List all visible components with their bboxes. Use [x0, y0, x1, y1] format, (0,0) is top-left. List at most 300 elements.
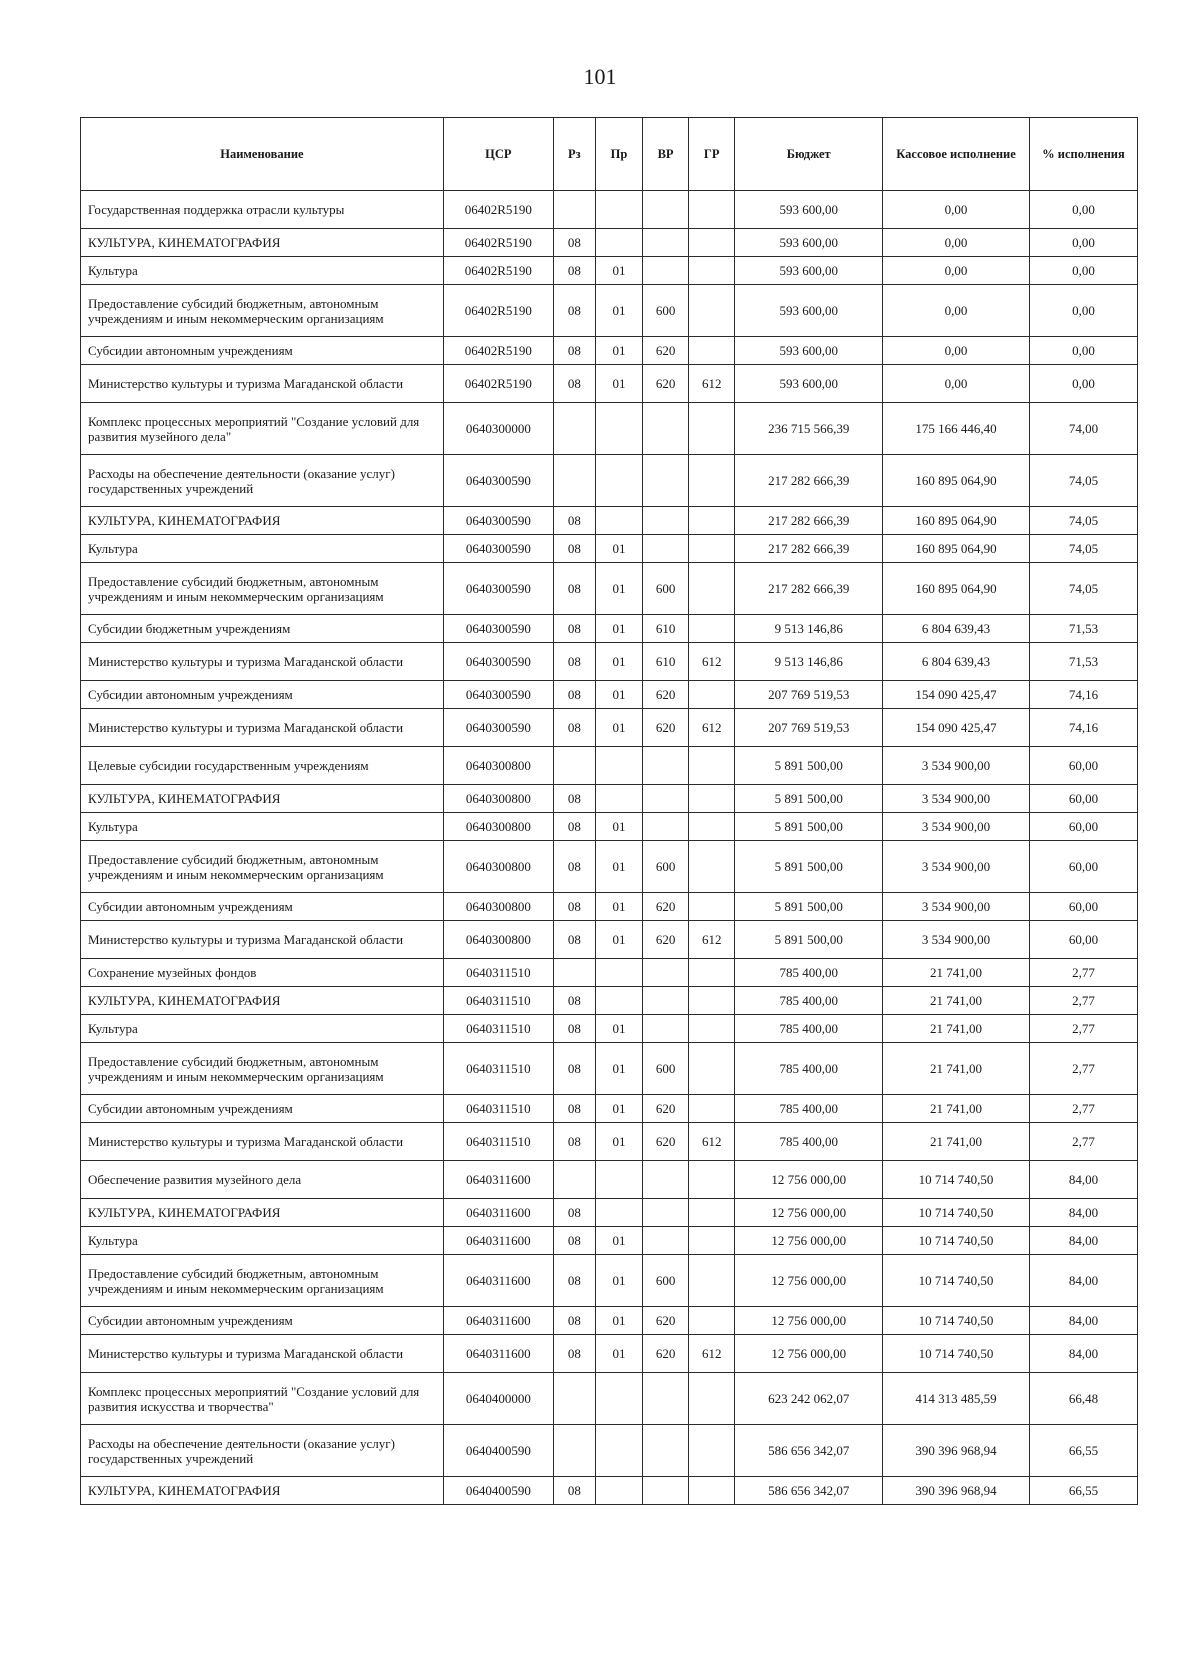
cell-cash-execution: 160 895 064,90 — [883, 535, 1030, 563]
cell-budget: 5 891 500,00 — [735, 785, 883, 813]
cell-vr — [643, 257, 689, 285]
cell-percent: 2,77 — [1029, 987, 1137, 1015]
cell-budget: 593 600,00 — [735, 229, 883, 257]
table-row — [81, 257, 1138, 285]
cell-pr — [595, 959, 642, 987]
cell-csr: 06402R5190 — [443, 365, 553, 403]
cell-vr — [643, 191, 689, 229]
table-row — [81, 643, 1138, 681]
cell-pr: 01 — [595, 709, 642, 747]
cell-name: Культура — [81, 257, 444, 285]
cell-csr: 0640311510 — [443, 1015, 553, 1043]
cell-vr: 610 — [643, 643, 689, 681]
table-row — [81, 455, 1138, 507]
cell-csr: 0640300800 — [443, 785, 553, 813]
cell-name: Субсидии автономным учреждениям — [81, 681, 444, 709]
cell-name: Культура — [81, 535, 444, 563]
cell-name: КУЛЬТУРА, КИНЕМАТОГРАФИЯ — [81, 229, 444, 257]
cell-rz — [553, 455, 595, 507]
cell-pr — [595, 1425, 642, 1477]
cell-name: КУЛЬТУРА, КИНЕМАТОГРАФИЯ — [81, 987, 444, 1015]
table-row — [81, 1199, 1138, 1227]
cell-percent: 74,16 — [1029, 681, 1137, 709]
cell-name: КУЛЬТУРА, КИНЕМАТОГРАФИЯ — [81, 1477, 444, 1505]
cell-vr: 620 — [643, 1335, 689, 1373]
cell-pr — [595, 747, 642, 785]
cell-name: Сохранение музейных фондов — [81, 959, 444, 987]
cell-gr — [689, 507, 735, 535]
cell-rz: 08 — [553, 709, 595, 747]
cell-pr: 01 — [595, 1123, 642, 1161]
col-vr-header: ВР — [643, 118, 689, 191]
cell-percent: 74,05 — [1029, 563, 1137, 615]
cell-name: Комплекс процессных мероприятий "Создание условий для развития музейного дела" — [81, 403, 444, 455]
table-row — [81, 893, 1138, 921]
cell-budget: 12 756 000,00 — [735, 1335, 883, 1373]
table-row — [81, 785, 1138, 813]
cell-vr — [643, 229, 689, 257]
cell-percent: 0,00 — [1029, 229, 1137, 257]
cell-name: Расходы на обеспечение деятельности (оказание услуг) государственных учреждений — [81, 455, 444, 507]
cell-percent: 60,00 — [1029, 785, 1137, 813]
cell-vr: 620 — [643, 709, 689, 747]
cell-csr: 0640400000 — [443, 1373, 553, 1425]
cell-vr — [643, 1373, 689, 1425]
cell-csr: 0640400590 — [443, 1477, 553, 1505]
cell-percent: 2,77 — [1029, 1123, 1137, 1161]
cell-gr — [689, 1477, 735, 1505]
cell-gr — [689, 813, 735, 841]
cell-cash-execution: 3 534 900,00 — [883, 893, 1030, 921]
table-row — [81, 1227, 1138, 1255]
col-name-header: Наименование — [81, 118, 444, 191]
cell-budget: 12 756 000,00 — [735, 1199, 883, 1227]
cell-rz — [553, 747, 595, 785]
cell-rz: 08 — [553, 813, 595, 841]
cell-name: Министерство культуры и туризма Магаданской области — [81, 1335, 444, 1373]
cell-pr: 01 — [595, 365, 642, 403]
cell-budget: 12 756 000,00 — [735, 1255, 883, 1307]
cell-gr — [689, 1227, 735, 1255]
cell-gr: 612 — [689, 365, 735, 403]
cell-cash-execution: 0,00 — [883, 257, 1030, 285]
cell-percent: 74,16 — [1029, 709, 1137, 747]
cell-rz: 08 — [553, 285, 595, 337]
table-row — [81, 1425, 1138, 1477]
cell-gr — [689, 191, 735, 229]
cell-cash-execution: 21 741,00 — [883, 987, 1030, 1015]
cell-rz: 08 — [553, 1043, 595, 1095]
cell-cash-execution: 0,00 — [883, 285, 1030, 337]
cell-vr — [643, 455, 689, 507]
cell-gr — [689, 535, 735, 563]
cell-cash-execution: 160 895 064,90 — [883, 563, 1030, 615]
cell-gr — [689, 1307, 735, 1335]
table-row — [81, 681, 1138, 709]
cell-budget: 236 715 566,39 — [735, 403, 883, 455]
cell-vr: 620 — [643, 921, 689, 959]
cell-cash-execution: 21 741,00 — [883, 1095, 1030, 1123]
cell-name: Субсидии автономным учреждениям — [81, 893, 444, 921]
cell-vr: 600 — [643, 1043, 689, 1095]
cell-pr: 01 — [595, 1043, 642, 1095]
cell-budget: 785 400,00 — [735, 1015, 883, 1043]
table-row — [81, 1255, 1138, 1307]
cell-pr — [595, 229, 642, 257]
cell-percent: 84,00 — [1029, 1335, 1137, 1373]
cell-cash-execution: 154 090 425,47 — [883, 709, 1030, 747]
cell-csr: 0640300590 — [443, 507, 553, 535]
cell-budget: 12 756 000,00 — [735, 1227, 883, 1255]
cell-name: Комплекс процессных мероприятий "Создание условий для развития искусства и творчества" — [81, 1373, 444, 1425]
cell-percent: 66,48 — [1029, 1373, 1137, 1425]
table-row — [81, 813, 1138, 841]
cell-name: Целевые субсидии государственным учреждениям — [81, 747, 444, 785]
cell-cash-execution: 21 741,00 — [883, 1043, 1030, 1095]
cell-gr — [689, 681, 735, 709]
cell-name: Субсидии автономным учреждениям — [81, 337, 444, 365]
cell-percent: 66,55 — [1029, 1477, 1137, 1505]
cell-budget: 9 513 146,86 — [735, 643, 883, 681]
table-row — [81, 1161, 1138, 1199]
cell-pr: 01 — [595, 921, 642, 959]
table-row — [81, 1095, 1138, 1123]
table-body — [81, 191, 1138, 1505]
cell-budget: 217 282 666,39 — [735, 507, 883, 535]
cell-pr — [595, 455, 642, 507]
cell-budget: 5 891 500,00 — [735, 813, 883, 841]
cell-gr — [689, 229, 735, 257]
cell-vr — [643, 403, 689, 455]
cell-name: Предоставление субсидий бюджетным, автономным учреждениям и иным некоммерческим организациям — [81, 841, 444, 893]
cell-percent: 84,00 — [1029, 1227, 1137, 1255]
cell-gr — [689, 615, 735, 643]
cell-csr: 0640300800 — [443, 747, 553, 785]
cell-csr: 0640300800 — [443, 893, 553, 921]
cell-rz: 08 — [553, 921, 595, 959]
col-budget-header: Бюджет — [735, 118, 883, 191]
cell-rz: 08 — [553, 643, 595, 681]
table-row — [81, 563, 1138, 615]
cell-rz: 08 — [553, 681, 595, 709]
cell-cash-execution: 6 804 639,43 — [883, 643, 1030, 681]
cell-name: Министерство культуры и туризма Магаданской области — [81, 709, 444, 747]
cell-budget: 5 891 500,00 — [735, 921, 883, 959]
cell-pr — [595, 1161, 642, 1199]
table-row — [81, 1373, 1138, 1425]
cell-name: Культура — [81, 1227, 444, 1255]
cell-rz: 08 — [553, 365, 595, 403]
cell-budget: 593 600,00 — [735, 337, 883, 365]
cell-pr — [595, 987, 642, 1015]
cell-cash-execution: 390 396 968,94 — [883, 1477, 1030, 1505]
cell-budget: 217 282 666,39 — [735, 455, 883, 507]
cell-vr: 620 — [643, 337, 689, 365]
cell-pr — [595, 403, 642, 455]
cell-vr: 600 — [643, 1255, 689, 1307]
cell-csr: 06402R5190 — [443, 229, 553, 257]
cell-budget: 785 400,00 — [735, 1123, 883, 1161]
cell-gr — [689, 337, 735, 365]
col-gr-header: ГР — [689, 118, 735, 191]
cell-percent: 60,00 — [1029, 813, 1137, 841]
table-row — [81, 987, 1138, 1015]
cell-cash-execution: 0,00 — [883, 229, 1030, 257]
cell-vr: 620 — [643, 1307, 689, 1335]
cell-percent: 66,55 — [1029, 1425, 1137, 1477]
cell-vr: 620 — [643, 1123, 689, 1161]
cell-budget: 785 400,00 — [735, 987, 883, 1015]
cell-pr: 01 — [595, 893, 642, 921]
cell-percent: 2,77 — [1029, 959, 1137, 987]
cell-percent: 60,00 — [1029, 841, 1137, 893]
cell-csr: 06402R5190 — [443, 337, 553, 365]
cell-budget: 5 891 500,00 — [735, 893, 883, 921]
table-row — [81, 921, 1138, 959]
cell-gr: 612 — [689, 921, 735, 959]
table-row — [81, 403, 1138, 455]
cell-vr — [643, 507, 689, 535]
cell-name: Министерство культуры и туризма Магаданской области — [81, 365, 444, 403]
cell-gr — [689, 893, 735, 921]
cell-csr: 0640311510 — [443, 959, 553, 987]
cell-rz: 08 — [553, 1477, 595, 1505]
cell-cash-execution: 0,00 — [883, 191, 1030, 229]
cell-pr — [595, 1373, 642, 1425]
cell-cash-execution: 10 714 740,50 — [883, 1161, 1030, 1199]
cell-pr: 01 — [595, 1095, 642, 1123]
table-row — [81, 1015, 1138, 1043]
cell-rz — [553, 1161, 595, 1199]
table-row — [81, 1043, 1138, 1095]
cell-vr — [643, 813, 689, 841]
cell-csr: 06402R5190 — [443, 257, 553, 285]
cell-csr: 0640311600 — [443, 1307, 553, 1335]
cell-pr: 01 — [595, 563, 642, 615]
cell-rz: 08 — [553, 507, 595, 535]
page-number: 101 — [583, 64, 617, 89]
cell-budget: 12 756 000,00 — [735, 1161, 883, 1199]
cell-budget: 785 400,00 — [735, 1043, 883, 1095]
cell-rz: 08 — [553, 257, 595, 285]
cell-percent: 0,00 — [1029, 285, 1137, 337]
cell-rz: 08 — [553, 229, 595, 257]
cell-pr: 01 — [595, 615, 642, 643]
cell-rz — [553, 1425, 595, 1477]
col-pr-header: Пр — [595, 118, 642, 191]
cell-rz: 08 — [553, 615, 595, 643]
cell-budget: 623 242 062,07 — [735, 1373, 883, 1425]
cell-gr — [689, 257, 735, 285]
cell-name: Расходы на обеспечение деятельности (оказание услуг) государственных учреждений — [81, 1425, 444, 1477]
cell-csr: 0640300800 — [443, 921, 553, 959]
cell-percent: 0,00 — [1029, 365, 1137, 403]
header-row — [81, 118, 1138, 191]
cell-cash-execution: 3 534 900,00 — [883, 785, 1030, 813]
cell-percent: 2,77 — [1029, 1095, 1137, 1123]
cell-cash-execution: 6 804 639,43 — [883, 615, 1030, 643]
cell-cash-execution: 0,00 — [883, 337, 1030, 365]
cell-percent: 0,00 — [1029, 337, 1137, 365]
cell-rz — [553, 191, 595, 229]
cell-budget: 785 400,00 — [735, 1095, 883, 1123]
cell-pr — [595, 1199, 642, 1227]
cell-percent: 0,00 — [1029, 191, 1137, 229]
cell-vr — [643, 1199, 689, 1227]
cell-budget: 5 891 500,00 — [735, 747, 883, 785]
cell-vr — [643, 959, 689, 987]
cell-csr: 0640300590 — [443, 643, 553, 681]
cell-csr: 0640300590 — [443, 455, 553, 507]
cell-pr: 01 — [595, 1227, 642, 1255]
cell-rz: 08 — [553, 1307, 595, 1335]
cell-gr: 612 — [689, 643, 735, 681]
cell-gr — [689, 747, 735, 785]
cell-percent: 74,05 — [1029, 507, 1137, 535]
cell-csr: 0640311510 — [443, 1095, 553, 1123]
cell-csr: 0640400590 — [443, 1425, 553, 1477]
cell-csr: 0640311600 — [443, 1199, 553, 1227]
cell-pr: 01 — [595, 337, 642, 365]
cell-pr: 01 — [595, 1015, 642, 1043]
cell-csr: 0640311510 — [443, 1123, 553, 1161]
cell-rz: 08 — [553, 1227, 595, 1255]
cell-cash-execution: 21 741,00 — [883, 1015, 1030, 1043]
cell-gr — [689, 285, 735, 337]
cell-name: Министерство культуры и туризма Магаданской области — [81, 1123, 444, 1161]
cell-gr — [689, 987, 735, 1015]
cell-name: Обеспечение развития музейного дела — [81, 1161, 444, 1199]
col-cash-execution-header: Кассовое исполнение — [883, 118, 1030, 191]
cell-percent: 74,00 — [1029, 403, 1137, 455]
cell-csr: 0640300800 — [443, 813, 553, 841]
table-row — [81, 709, 1138, 747]
cell-name: Предоставление субсидий бюджетным, автономным учреждениям и иным некоммерческим организациям — [81, 563, 444, 615]
cell-percent: 84,00 — [1029, 1199, 1137, 1227]
cell-budget: 586 656 342,07 — [735, 1425, 883, 1477]
cell-rz — [553, 959, 595, 987]
cell-rz: 08 — [553, 1335, 595, 1373]
cell-percent: 84,00 — [1029, 1255, 1137, 1307]
cell-budget: 217 282 666,39 — [735, 535, 883, 563]
cell-rz: 08 — [553, 535, 595, 563]
cell-gr — [689, 1043, 735, 1095]
cell-budget: 207 769 519,53 — [735, 709, 883, 747]
cell-cash-execution: 390 396 968,94 — [883, 1425, 1030, 1477]
cell-vr — [643, 1477, 689, 1505]
table-row — [81, 959, 1138, 987]
table-row — [81, 507, 1138, 535]
cell-name: Государственная поддержка отрасли культуры — [81, 191, 444, 229]
cell-rz: 08 — [553, 785, 595, 813]
cell-csr: 0640311600 — [443, 1227, 553, 1255]
cell-budget: 207 769 519,53 — [735, 681, 883, 709]
cell-percent: 60,00 — [1029, 893, 1137, 921]
cell-pr: 01 — [595, 841, 642, 893]
table-row — [81, 747, 1138, 785]
table-header — [81, 118, 1138, 191]
cell-percent: 2,77 — [1029, 1015, 1137, 1043]
cell-pr: 01 — [595, 1335, 642, 1373]
cell-vr: 600 — [643, 841, 689, 893]
col-rz-header: Рз — [553, 118, 595, 191]
table-row — [81, 535, 1138, 563]
cell-vr — [643, 987, 689, 1015]
cell-csr: 06402R5190 — [443, 285, 553, 337]
cell-pr: 01 — [595, 285, 642, 337]
cell-csr: 0640300590 — [443, 615, 553, 643]
cell-vr: 600 — [643, 285, 689, 337]
cell-pr: 01 — [595, 257, 642, 285]
cell-cash-execution: 0,00 — [883, 365, 1030, 403]
cell-budget: 217 282 666,39 — [735, 563, 883, 615]
cell-name: КУЛЬТУРА, КИНЕМАТОГРАФИЯ — [81, 507, 444, 535]
cell-csr: 0640311600 — [443, 1161, 553, 1199]
cell-csr: 0640300590 — [443, 563, 553, 615]
cell-cash-execution: 175 166 446,40 — [883, 403, 1030, 455]
cell-cash-execution: 10 714 740,50 — [883, 1255, 1030, 1307]
cell-gr — [689, 841, 735, 893]
cell-cash-execution: 160 895 064,90 — [883, 455, 1030, 507]
cell-vr: 600 — [643, 563, 689, 615]
table-row — [81, 365, 1138, 403]
cell-csr: 0640300590 — [443, 709, 553, 747]
cell-cash-execution: 10 714 740,50 — [883, 1199, 1030, 1227]
cell-percent: 71,53 — [1029, 643, 1137, 681]
cell-pr: 01 — [595, 643, 642, 681]
cell-budget: 593 600,00 — [735, 257, 883, 285]
cell-name: Министерство культуры и туризма Магаданской области — [81, 921, 444, 959]
col-csr-header: ЦСР — [443, 118, 553, 191]
cell-name: Предоставление субсидий бюджетным, автономным учреждениям и иным некоммерческим организациям — [81, 1043, 444, 1095]
cell-budget: 586 656 342,07 — [735, 1477, 883, 1505]
cell-csr: 0640311600 — [443, 1255, 553, 1307]
cell-percent: 84,00 — [1029, 1307, 1137, 1335]
cell-name: Культура — [81, 1015, 444, 1043]
cell-pr — [595, 1477, 642, 1505]
cell-pr — [595, 507, 642, 535]
cell-gr — [689, 1425, 735, 1477]
cell-pr — [595, 785, 642, 813]
cell-rz: 08 — [553, 987, 595, 1015]
table-row — [81, 285, 1138, 337]
cell-percent: 74,05 — [1029, 535, 1137, 563]
cell-vr: 620 — [643, 893, 689, 921]
cell-rz: 08 — [553, 1015, 595, 1043]
cell-budget: 593 600,00 — [735, 285, 883, 337]
cell-name: Министерство культуры и туризма Магаданской области — [81, 643, 444, 681]
cell-vr — [643, 1161, 689, 1199]
cell-gr — [689, 1373, 735, 1425]
cell-gr — [689, 959, 735, 987]
cell-percent: 60,00 — [1029, 921, 1137, 959]
table-row — [81, 615, 1138, 643]
cell-pr: 01 — [595, 813, 642, 841]
cell-rz: 08 — [553, 337, 595, 365]
cell-gr — [689, 1095, 735, 1123]
cell-gr — [689, 785, 735, 813]
table-row — [81, 337, 1138, 365]
cell-rz: 08 — [553, 1255, 595, 1307]
cell-name: Предоставление субсидий бюджетным, автономным учреждениям и иным некоммерческим организациям — [81, 285, 444, 337]
cell-cash-execution: 160 895 064,90 — [883, 507, 1030, 535]
cell-cash-execution: 3 534 900,00 — [883, 747, 1030, 785]
cell-cash-execution: 3 534 900,00 — [883, 921, 1030, 959]
cell-pr: 01 — [595, 1255, 642, 1307]
cell-budget: 785 400,00 — [735, 959, 883, 987]
cell-pr — [595, 191, 642, 229]
cell-gr — [689, 1161, 735, 1199]
